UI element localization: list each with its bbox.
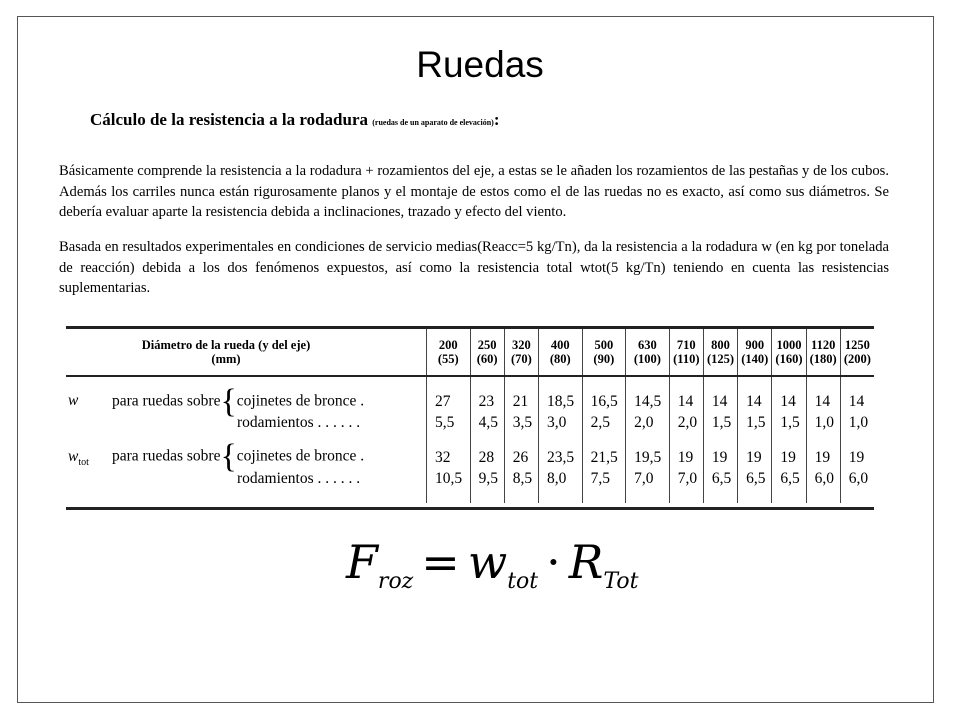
table-row bbox=[66, 391, 874, 412]
table-cell: 26 bbox=[504, 447, 538, 468]
axle: (90) bbox=[593, 352, 615, 366]
table-cell: 18,5 bbox=[539, 391, 583, 412]
table-cell: 14 bbox=[703, 391, 737, 412]
spacer-cell bbox=[427, 433, 471, 447]
spacer-cell bbox=[806, 433, 840, 447]
table-cell: 3,5 bbox=[504, 412, 538, 433]
diameter: 900 bbox=[745, 338, 765, 352]
table-row bbox=[66, 468, 874, 489]
table-cell: 6,5 bbox=[703, 468, 737, 489]
table-cell: 19 bbox=[848, 448, 865, 466]
formula-w-sub: tot bbox=[507, 569, 539, 595]
header-col bbox=[626, 329, 670, 376]
table-cell: 23,5 bbox=[539, 447, 583, 468]
spacer-cell bbox=[772, 489, 806, 503]
header-label bbox=[66, 329, 427, 376]
axle: (180) bbox=[809, 352, 837, 366]
spacer-cell bbox=[504, 433, 538, 447]
table-cell: 2,0 bbox=[669, 412, 703, 433]
table-cell: 8,5 bbox=[504, 468, 538, 489]
table-row bbox=[66, 412, 874, 433]
spacer-cell bbox=[669, 489, 703, 503]
spacer-cell bbox=[504, 489, 538, 503]
table-cell: 21 bbox=[504, 391, 538, 412]
table-cell: 14 bbox=[669, 391, 703, 412]
spacer-cell bbox=[626, 489, 670, 503]
header-col bbox=[806, 329, 840, 376]
spacer-cell bbox=[582, 489, 626, 503]
axle: (100) bbox=[633, 352, 661, 366]
table-cell: 19 bbox=[738, 447, 772, 468]
spacer-cell bbox=[582, 376, 626, 391]
bearings-label: rodamientos . . . . . . bbox=[237, 413, 361, 431]
spacer-cell bbox=[626, 433, 670, 447]
diameter: 400 bbox=[550, 338, 570, 352]
spacer-cell bbox=[582, 433, 626, 447]
wtot-subscript: tot bbox=[78, 456, 89, 468]
table-cell: 2,5 bbox=[582, 412, 626, 433]
spacer-cell bbox=[427, 376, 471, 391]
table-cell: 2,0 bbox=[626, 412, 670, 433]
spacer-cell bbox=[840, 433, 874, 447]
diameter: 250 bbox=[477, 338, 497, 352]
spacer-cell bbox=[427, 489, 471, 503]
spacer-cell bbox=[539, 489, 583, 503]
header-label-line2: (mm) bbox=[211, 352, 241, 366]
header-col bbox=[504, 329, 538, 376]
axle: (140) bbox=[741, 352, 769, 366]
formula-F-sub: roz bbox=[377, 569, 414, 595]
table-cell: 14 bbox=[806, 391, 840, 412]
wtot-base: w bbox=[68, 447, 79, 465]
spacer-cell bbox=[66, 489, 427, 503]
spacer-cell bbox=[470, 489, 504, 503]
formula-w: w bbox=[467, 535, 508, 589]
axle: (70) bbox=[510, 352, 532, 366]
spacer-cell bbox=[738, 433, 772, 447]
axle: (55) bbox=[437, 352, 459, 366]
spacer-cell bbox=[840, 376, 874, 391]
axle: (60) bbox=[476, 352, 498, 366]
spacer-cell bbox=[703, 489, 737, 503]
spacer-cell bbox=[772, 433, 806, 447]
paragraph-experimental: Basada en resultados experimentales en condiciones de servicio medias(Reacc=5 kg/Tn), da la resistencia a la rodadura w (en kg por tonelada de reacción) debida a los dos fenómenos expuestos, así como la resistencia total wtot(5 kg/Tn) teniendo en cuenta las resistencias suplementarias. bbox=[59, 239, 889, 296]
table-row bbox=[66, 447, 874, 468]
spacer-row bbox=[66, 489, 874, 503]
table-cell: 14 bbox=[848, 392, 865, 410]
table-cell: 1,5 bbox=[738, 412, 772, 433]
spacer-cell bbox=[772, 376, 806, 391]
axle: (80) bbox=[549, 352, 571, 366]
table-cell: 3,0 bbox=[539, 412, 583, 433]
header-col bbox=[582, 329, 626, 376]
table-cell: 19 bbox=[806, 447, 840, 468]
diameter: 800 bbox=[711, 338, 730, 352]
table-cell: 19,5 bbox=[626, 447, 670, 468]
table-cell: 1,0 bbox=[806, 412, 840, 433]
brace-symbol: { bbox=[220, 382, 237, 420]
table-cell: 7,0 bbox=[669, 468, 703, 489]
axle: (125) bbox=[706, 352, 735, 366]
formula-equals: = bbox=[421, 535, 460, 589]
table-cell: 10,5 bbox=[427, 468, 471, 489]
bearings-label: rodamientos . . . . . . bbox=[237, 469, 361, 487]
para-ruedas-label: para ruedas sobre bbox=[112, 392, 221, 410]
table-cell: 9,5 bbox=[470, 468, 504, 489]
table-cell: 6,5 bbox=[738, 468, 772, 489]
header-label-line1: Diámetro de la rueda (y del eje) bbox=[141, 338, 311, 352]
row-label bbox=[66, 382, 427, 420]
section-subtitle bbox=[90, 110, 499, 130]
page-title: Ruedas bbox=[416, 44, 544, 85]
table-cell: 6,0 bbox=[848, 469, 869, 487]
header-col bbox=[669, 329, 703, 376]
row-label bbox=[66, 412, 427, 433]
table-cell: 27 bbox=[427, 391, 471, 412]
w-symbol: w bbox=[68, 392, 79, 410]
table-cell: 7,5 bbox=[582, 468, 626, 489]
spacer-cell bbox=[66, 433, 427, 447]
formula-dot: · bbox=[546, 535, 561, 589]
spacer-cell bbox=[738, 376, 772, 391]
spacer-cell bbox=[470, 376, 504, 391]
table-cell: 6,0 bbox=[806, 468, 840, 489]
subtitle-note: (ruedas de un aparato de elevación) bbox=[372, 118, 494, 127]
diameter: 320 bbox=[512, 338, 531, 352]
table-cell: 4,5 bbox=[470, 412, 504, 433]
formula-F: F bbox=[346, 535, 378, 589]
table-cell: 5,5 bbox=[427, 412, 471, 433]
axle: (110) bbox=[673, 352, 700, 366]
diameter: 500 bbox=[594, 338, 614, 352]
diameter: 1250 bbox=[844, 338, 870, 352]
friction-formula bbox=[346, 535, 638, 594]
spacer-cell bbox=[703, 433, 737, 447]
diameter: 710 bbox=[676, 338, 696, 352]
subtitle-main: Cálculo de la resistencia a la rodadura bbox=[90, 110, 368, 129]
table-cell: 1,5 bbox=[703, 412, 737, 433]
table-cell: 21,5 bbox=[582, 447, 626, 468]
bronze-label: cojinetes de bronce . bbox=[236, 392, 365, 410]
table-cell: 19 bbox=[772, 447, 806, 468]
row-label bbox=[66, 438, 427, 476]
table-header-row bbox=[66, 329, 874, 376]
table-cell: 6,5 bbox=[772, 468, 806, 489]
header-col bbox=[703, 329, 737, 376]
spacer-cell bbox=[539, 433, 583, 447]
diameter: 630 bbox=[638, 338, 657, 352]
table-cell: 19 bbox=[703, 447, 737, 468]
spacer-cell bbox=[738, 489, 772, 503]
spacer-cell bbox=[66, 376, 427, 391]
header-col bbox=[539, 329, 583, 376]
table-cell: 16,5 bbox=[582, 391, 626, 412]
table-cell: 19 bbox=[669, 447, 703, 468]
spacer-cell bbox=[669, 433, 703, 447]
resistance-table bbox=[66, 326, 874, 510]
header-col bbox=[738, 329, 772, 376]
formula-R-sub: Tot bbox=[603, 569, 639, 595]
bronze-label: cojinetes de bronce . bbox=[236, 447, 365, 465]
table-cell: 14,5 bbox=[626, 391, 670, 412]
para-ruedas-label: para ruedas sobre bbox=[112, 447, 221, 465]
spacer-row bbox=[66, 376, 874, 391]
spacer-row bbox=[66, 433, 874, 447]
header-col bbox=[427, 329, 471, 376]
diameter: 1000 bbox=[776, 338, 802, 352]
paragraph-intro: Básicamente comprende la resistencia a la rodadura + rozamientos del eje, a estas se le añaden los rozamientos de las pestañas y de los cubos. Además los carriles nunca están rigurosamente planos y el montaje de estos como el de las ruedas no es exacto, así como sus diámetros. Se debería evaluar aparte la resistencia debida a inclinaciones, trazado y efecto del viento. bbox=[59, 163, 889, 220]
spacer-cell bbox=[806, 489, 840, 503]
spacer-cell bbox=[703, 376, 737, 391]
table-cell: 8,0 bbox=[539, 468, 583, 489]
header-col bbox=[470, 329, 504, 376]
table-cell: 14 bbox=[772, 391, 806, 412]
brace-symbol: { bbox=[220, 438, 237, 476]
spacer-cell bbox=[669, 376, 703, 391]
spacer-cell bbox=[806, 376, 840, 391]
axle: (160) bbox=[775, 352, 803, 366]
table-cell: 28 bbox=[470, 447, 504, 468]
wtot-symbol bbox=[66, 448, 112, 468]
spacer-cell bbox=[504, 376, 538, 391]
spacer-cell bbox=[470, 433, 504, 447]
table-cell: 32 bbox=[427, 447, 471, 468]
formula-R: R bbox=[568, 535, 604, 589]
axle: (200) bbox=[843, 352, 871, 366]
header-col bbox=[772, 329, 806, 376]
table-cell: 23 bbox=[470, 391, 504, 412]
header-col bbox=[840, 329, 874, 376]
diameter: 200 bbox=[438, 338, 458, 352]
row-label bbox=[66, 468, 427, 489]
diameter: 1120 bbox=[811, 338, 836, 352]
spacer-cell bbox=[626, 376, 670, 391]
spacer-cell bbox=[840, 489, 874, 503]
table-cell: 1,5 bbox=[772, 412, 806, 433]
table-cell: 1,0 bbox=[848, 413, 869, 431]
spacer-cell bbox=[539, 376, 583, 391]
table-cell: 14 bbox=[738, 391, 772, 412]
table-cell: 7,0 bbox=[626, 468, 670, 489]
subtitle-colon: : bbox=[493, 110, 500, 129]
